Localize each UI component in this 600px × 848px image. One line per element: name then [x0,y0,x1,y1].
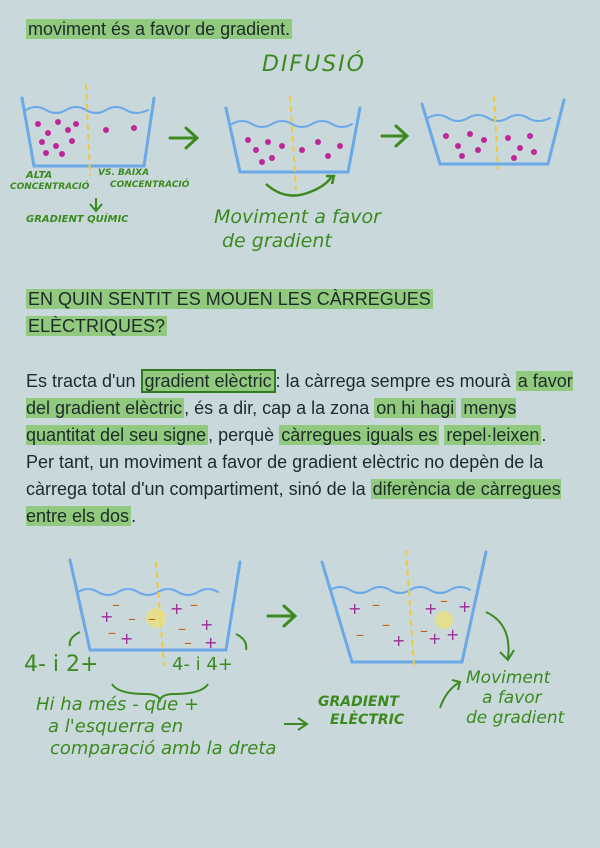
vs-baixa-label: VS. BAIXA [98,168,150,178]
svg-text:–: – [372,595,380,614]
svg-text:+: + [446,625,460,644]
particles-3 [443,131,537,161]
svg-text:+: + [458,597,472,616]
heading-line-2: ELÈCTRIQUES? [28,316,166,336]
membrane-1 [86,84,90,176]
para-boxed-term: gradient elèctric [141,369,276,393]
svg-text:+: + [100,607,114,626]
svg-text:+: + [120,629,134,648]
heading-line-1: EN QUIN SENTIT ES MOUEN LES CÀRREGUES [28,289,431,309]
svg-text:–: – [356,625,364,644]
concentracio-right-label: CONCENTRACIÓ [110,180,190,190]
svg-text:+: + [428,629,442,648]
gradient-electric-label-2: ELÈCTRIC [330,712,405,728]
curved-arrow-icon [266,176,332,196]
svg-text:–: – [128,609,136,628]
moviment2-line-2: a favor [482,688,542,708]
arrow-right-icon-3 [268,606,295,626]
para-text-5: . Per tant, un moviment a favor de gradient elèctric no depèn de la càrrega total d'un compartiment, sinó de la [26,425,547,499]
para-text-6: . [131,506,137,526]
svg-text:–: – [440,591,448,610]
note-line-3: comparació amb la dreta [50,738,277,759]
svg-text:–: – [420,621,428,640]
svg-text:+: + [424,599,438,618]
membrane-3 [494,96,498,170]
difusio-label: DIFUSIÓ [262,52,366,77]
arrow-up-icon [440,680,460,708]
arrow-right-icon [170,128,197,148]
curved-arrow-right-icon [236,634,246,650]
gradient-electric-label-1: GRADIENT [318,694,399,710]
para-highlight-4: càrregues iguals es [281,425,438,445]
particles-1 [35,119,137,157]
svg-text:–: – [382,615,390,634]
para-text-3: , és a dir, cap a la zona [184,398,375,418]
para-highlight-3: menys quantitat del seu signe [26,398,517,445]
para-highlight-2: on hi hagi [376,398,455,418]
para-highlight-6: diferència de càrregues entre els dos [26,479,561,526]
down-arrow-icon [90,198,102,211]
svg-text:+: + [200,615,214,634]
moviment2-line-1: Moviment [466,668,551,688]
alta-label: ALTA [26,170,53,181]
svg-text:–: – [184,633,192,652]
svg-text:+: + [348,599,362,618]
svg-text:+: + [392,631,406,650]
left-counts-label: 4- i 2+ [24,652,99,677]
gradient-quimic-label: GRADIENT QUÍMIC [26,214,129,225]
para-highlight-1: a favor del gradient elèctric [26,371,573,418]
note-line-1: Hi ha més - que + [36,694,200,715]
para-highlight-5: repel·leixen [446,425,540,445]
svg-text:–: – [112,595,120,614]
para-text-2: : la càrrega sempre es mourà [275,371,511,391]
para-text-1: Es tracta d'un [26,371,141,391]
note-line-2: a l'esquerra en [48,716,184,737]
svg-text:–: – [190,595,198,614]
membrane-2 [290,96,296,190]
moviment-label-1: Moviment a favor [214,206,381,228]
moviment2-line-3: de gradient [466,708,565,728]
arrow-right-icon-2 [382,126,407,146]
membrane-5 [406,550,414,666]
para-text-4: , perquè [208,425,280,445]
moviment-label-2: de gradient [222,230,332,252]
arrow-right-icon-4 [284,718,307,730]
svg-text:+: + [170,599,184,618]
svg-text:+: + [204,633,218,652]
beaker-3 [422,100,564,164]
curved-arrow-down-icon [486,612,514,660]
body-paragraph [26,368,576,530]
concentracio-left-label: CONCENTRACIÓ [10,182,90,192]
svg-text:–: – [108,623,116,642]
right-counts-label: 4- i 4+ [172,654,233,675]
svg-text:–: – [148,609,156,628]
section-heading [26,286,496,340]
top-line: moviment és a favor de gradient. [28,19,291,39]
curved-arrow-left-icon [70,632,80,646]
svg-text:–: – [178,619,186,638]
